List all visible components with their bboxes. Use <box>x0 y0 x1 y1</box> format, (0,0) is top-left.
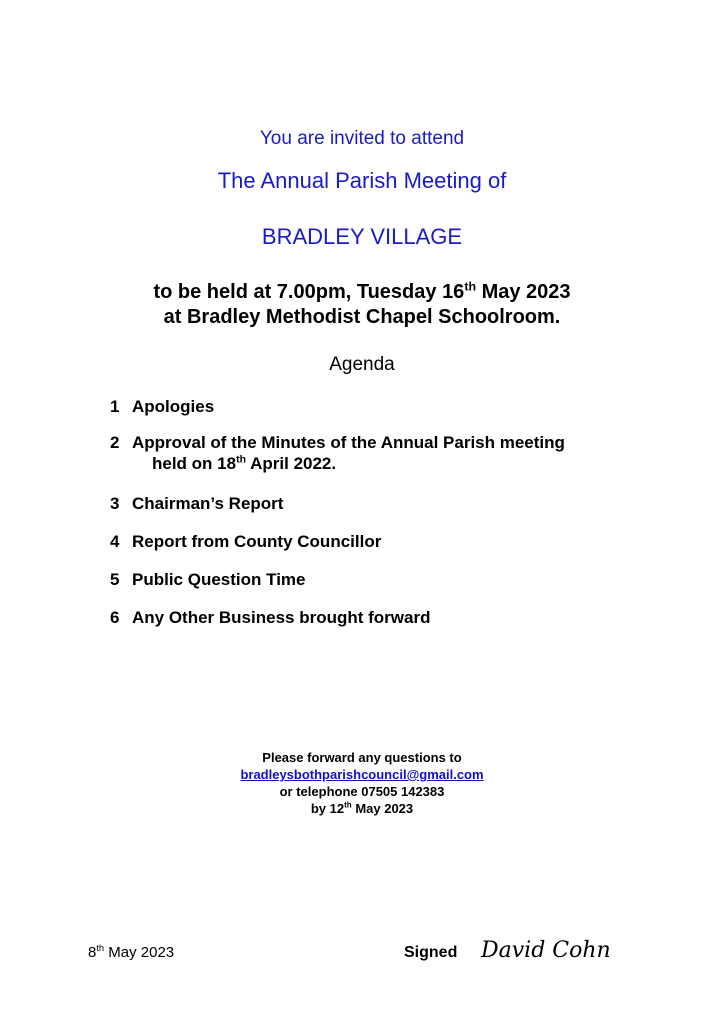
agenda-item: 1 Apologies <box>110 397 215 416</box>
invite-line: You are invited to attend <box>259 128 465 149</box>
agenda-item: 6 Any Other Business brought forward <box>110 608 431 627</box>
agenda-item-continuation: held on 18th April 2022. <box>152 453 337 473</box>
meeting-title: The Annual Parish Meeting of <box>217 168 507 193</box>
meeting-time-line: to be held at 7.00pm, Tuesday 16th May 2023 <box>153 279 571 303</box>
agenda-item: 5 Public Question Time <box>110 570 306 589</box>
agenda-item: 2 Approval of the Minutes of the Annual Parish meeting held on 18th April 2022. <box>110 433 565 473</box>
questions-instruction: Please forward any questions to <box>262 750 462 765</box>
signed-label: Signed <box>404 944 458 961</box>
meeting-details <box>0 280 724 330</box>
deadline-line: by 12th May 2023 <box>310 800 414 816</box>
meeting-venue-line: at Bradley Methodist Chapel Schoolroom. <box>163 306 561 328</box>
telephone-line: or telephone 07505 142383 <box>279 784 445 799</box>
document-date: 8th May 2023 <box>88 943 175 961</box>
agenda-item: 3 Chairman’s Report <box>110 494 284 513</box>
agenda-item: 4 Report from County Councillor <box>110 532 382 551</box>
email-link[interactable]: bradleysbothparishcouncil@gmail.com <box>240 767 484 782</box>
village-name: BRADLEY VILLAGE <box>261 224 463 249</box>
agenda-title: Agenda <box>329 354 395 375</box>
signature: David Cohn <box>481 938 611 963</box>
questions-block <box>0 749 724 817</box>
